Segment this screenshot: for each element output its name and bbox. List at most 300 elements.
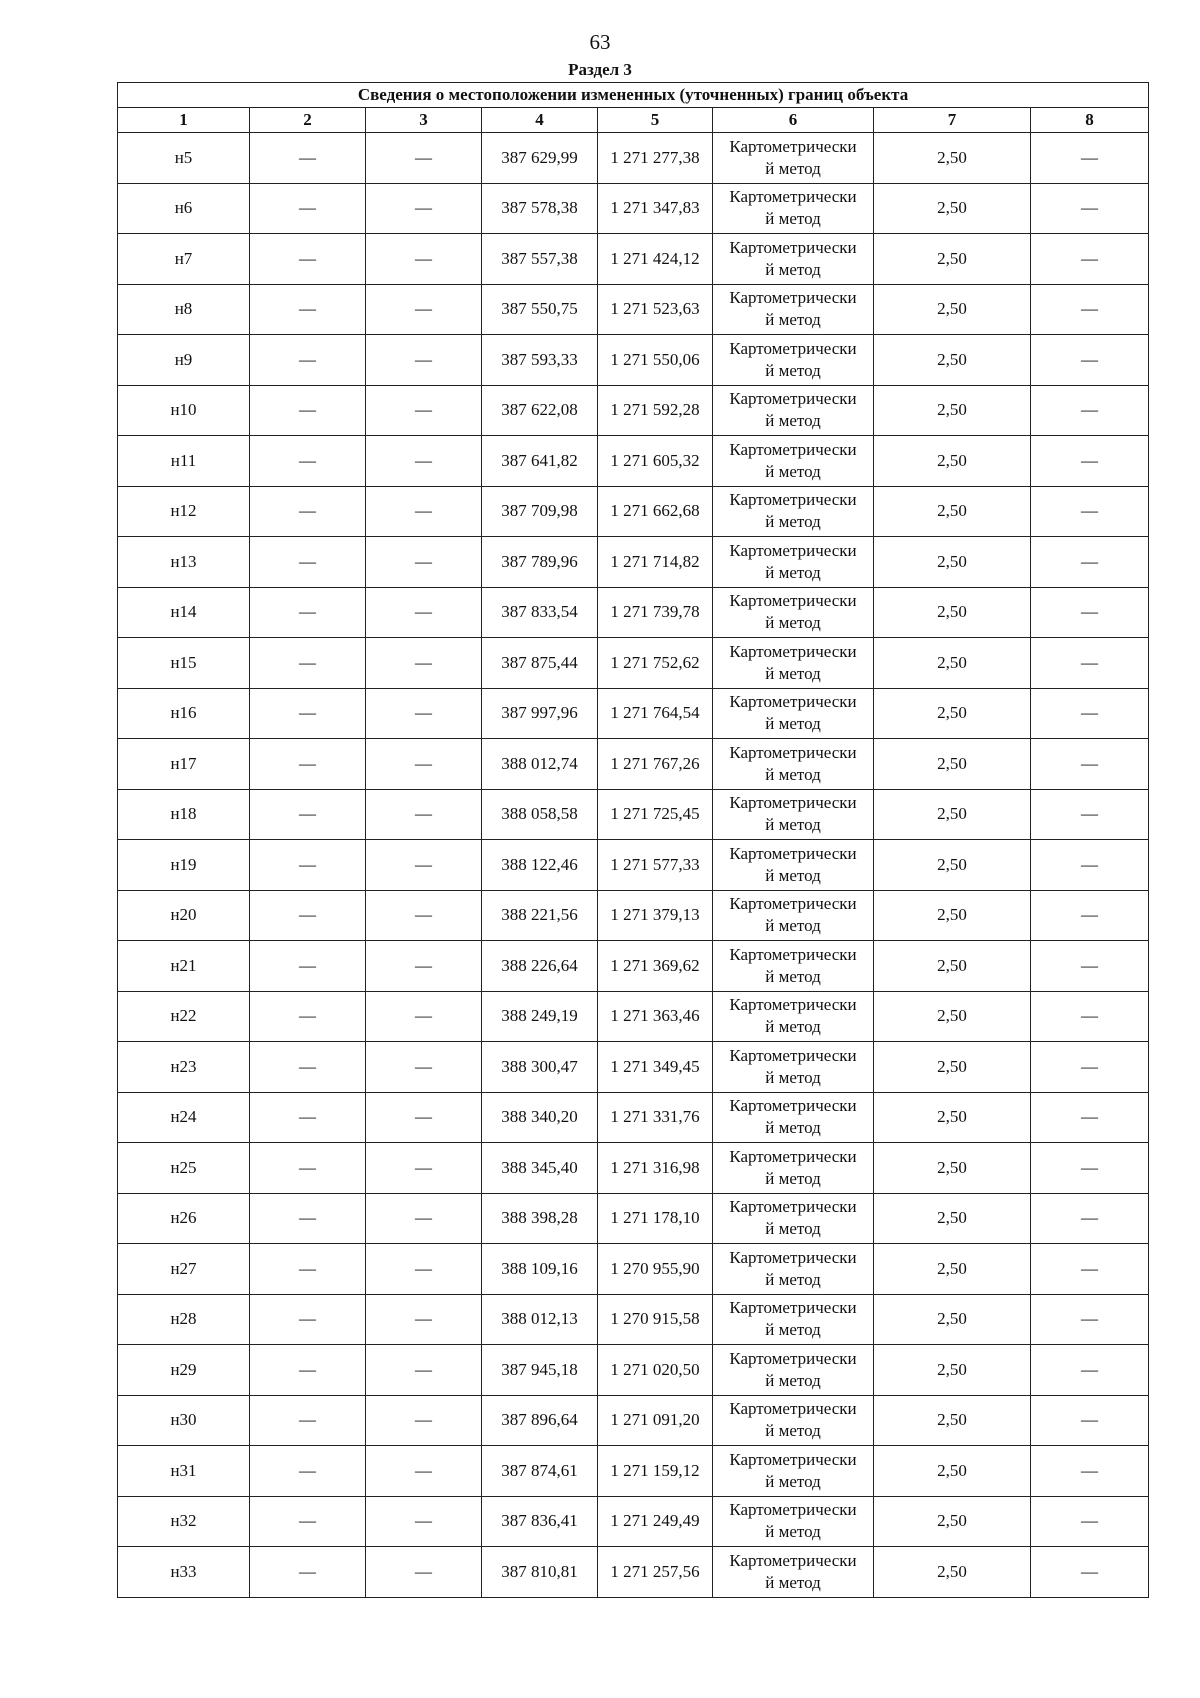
x-coordinate-cell: 387 709,98 <box>482 486 598 537</box>
empty-value-cell: — <box>366 436 482 487</box>
table-caption: Сведения о местоположении измененных (уточненных) границ объекта <box>118 83 1149 108</box>
method-cell <box>713 1345 874 1396</box>
x-coordinate-cell: 387 896,64 <box>482 1395 598 1446</box>
accuracy-cell: 2,50 <box>874 890 1031 941</box>
point-name-cell: н17 <box>118 739 250 790</box>
method-cell <box>713 1294 874 1345</box>
method-line: й метод <box>765 1471 821 1491</box>
accuracy-cell: 2,50 <box>874 1496 1031 1547</box>
empty-value-cell: — <box>366 234 482 285</box>
method-line: й метод <box>765 1421 821 1441</box>
empty-value-cell: — <box>1031 234 1149 285</box>
method-cell <box>713 284 874 335</box>
point-name-cell: н12 <box>118 486 250 537</box>
y-coordinate-cell: 1 271 752,62 <box>598 638 713 689</box>
y-coordinate-cell: 1 271 277,38 <box>598 133 713 184</box>
x-coordinate-cell: 387 810,81 <box>482 1547 598 1598</box>
method-line: Картометрически <box>729 490 857 510</box>
point-name-cell: н13 <box>118 537 250 588</box>
y-coordinate-cell: 1 270 915,58 <box>598 1294 713 1345</box>
empty-value-cell: — <box>250 941 366 992</box>
y-coordinate-cell: 1 271 347,83 <box>598 183 713 234</box>
method-line: й метод <box>765 764 821 784</box>
empty-value-cell: — <box>1031 1042 1149 1093</box>
empty-value-cell: — <box>1031 789 1149 840</box>
table-row <box>118 1345 1149 1396</box>
y-coordinate-cell: 1 271 424,12 <box>598 234 713 285</box>
empty-value-cell: — <box>1031 436 1149 487</box>
x-coordinate-cell: 388 122,46 <box>482 840 598 891</box>
method-cell <box>713 739 874 790</box>
column-header: 5 <box>598 108 713 133</box>
accuracy-cell: 2,50 <box>874 1395 1031 1446</box>
y-coordinate-cell: 1 271 159,12 <box>598 1446 713 1497</box>
y-coordinate-cell: 1 271 316,98 <box>598 1143 713 1194</box>
accuracy-cell: 2,50 <box>874 1193 1031 1244</box>
empty-value-cell: — <box>250 537 366 588</box>
empty-value-cell: — <box>250 840 366 891</box>
table-row <box>118 133 1149 184</box>
method-line: Картометрически <box>729 1348 857 1368</box>
method-cell <box>713 1496 874 1547</box>
method-cell <box>713 234 874 285</box>
method-line: Картометрически <box>729 793 857 813</box>
empty-value-cell: — <box>250 284 366 335</box>
accuracy-cell: 2,50 <box>874 1143 1031 1194</box>
empty-value-cell: — <box>250 385 366 436</box>
table-row <box>118 335 1149 386</box>
method-line: й метод <box>765 1320 821 1340</box>
empty-value-cell: — <box>250 486 366 537</box>
table-row <box>118 234 1149 285</box>
empty-value-cell: — <box>1031 1143 1149 1194</box>
empty-value-cell: — <box>250 1446 366 1497</box>
x-coordinate-cell: 387 833,54 <box>482 587 598 638</box>
x-coordinate-cell: 388 012,74 <box>482 739 598 790</box>
point-name-cell: н33 <box>118 1547 250 1598</box>
accuracy-cell: 2,50 <box>874 1244 1031 1295</box>
accuracy-cell: 2,50 <box>874 436 1031 487</box>
method-line: Картометрически <box>729 540 857 560</box>
empty-value-cell: — <box>366 1547 482 1598</box>
method-line: й метод <box>765 1219 821 1239</box>
accuracy-cell: 2,50 <box>874 1042 1031 1093</box>
point-name-cell: н24 <box>118 1092 250 1143</box>
point-name-cell: н5 <box>118 133 250 184</box>
method-cell <box>713 1042 874 1093</box>
y-coordinate-cell: 1 271 091,20 <box>598 1395 713 1446</box>
table-body <box>118 133 1149 1598</box>
method-line: й метод <box>765 1067 821 1087</box>
accuracy-cell: 2,50 <box>874 587 1031 638</box>
empty-value-cell: — <box>250 739 366 790</box>
empty-value-cell: — <box>250 587 366 638</box>
y-coordinate-cell: 1 271 767,26 <box>598 739 713 790</box>
method-line: Картометрически <box>729 1550 857 1570</box>
empty-value-cell: — <box>366 638 482 689</box>
method-line: Картометрически <box>729 1146 857 1166</box>
x-coordinate-cell: 387 836,41 <box>482 1496 598 1547</box>
empty-value-cell: — <box>366 739 482 790</box>
column-header: 1 <box>118 108 250 133</box>
empty-value-cell: — <box>250 1143 366 1194</box>
method-line: й метод <box>765 209 821 229</box>
empty-value-cell: — <box>250 234 366 285</box>
x-coordinate-cell: 387 875,44 <box>482 638 598 689</box>
point-name-cell: н32 <box>118 1496 250 1547</box>
method-line: й метод <box>765 865 821 885</box>
point-name-cell: н28 <box>118 1294 250 1345</box>
x-coordinate-cell: 387 578,38 <box>482 183 598 234</box>
method-line: Картометрически <box>729 1399 857 1419</box>
method-line: Картометрически <box>729 1500 857 1520</box>
point-name-cell: н22 <box>118 991 250 1042</box>
empty-value-cell: — <box>250 1244 366 1295</box>
method-cell <box>713 537 874 588</box>
empty-value-cell: — <box>366 840 482 891</box>
method-line: й метод <box>765 310 821 330</box>
method-cell <box>713 840 874 891</box>
point-name-cell: н19 <box>118 840 250 891</box>
empty-value-cell: — <box>366 1395 482 1446</box>
y-coordinate-cell: 1 271 257,56 <box>598 1547 713 1598</box>
method-line: й метод <box>765 714 821 734</box>
empty-value-cell: — <box>250 436 366 487</box>
method-cell <box>713 1244 874 1295</box>
method-cell <box>713 1092 874 1143</box>
method-line: Картометрически <box>729 439 857 459</box>
table-row <box>118 840 1149 891</box>
x-coordinate-cell: 388 221,56 <box>482 890 598 941</box>
empty-value-cell: — <box>366 1092 482 1143</box>
method-line: Картометрически <box>729 1298 857 1318</box>
y-coordinate-cell: 1 271 349,45 <box>598 1042 713 1093</box>
accuracy-cell: 2,50 <box>874 688 1031 739</box>
y-coordinate-cell: 1 271 739,78 <box>598 587 713 638</box>
empty-value-cell: — <box>1031 587 1149 638</box>
empty-value-cell: — <box>1031 335 1149 386</box>
method-line: й метод <box>765 1017 821 1037</box>
y-coordinate-cell: 1 271 331,76 <box>598 1092 713 1143</box>
method-line: Картометрически <box>729 944 857 964</box>
method-line: й метод <box>765 1522 821 1542</box>
method-cell <box>713 385 874 436</box>
empty-value-cell: — <box>366 941 482 992</box>
empty-value-cell: — <box>1031 688 1149 739</box>
x-coordinate-cell: 387 622,08 <box>482 385 598 436</box>
empty-value-cell: — <box>1031 1446 1149 1497</box>
accuracy-cell: 2,50 <box>874 486 1031 537</box>
empty-value-cell: — <box>1031 991 1149 1042</box>
point-name-cell: н8 <box>118 284 250 335</box>
accuracy-cell: 2,50 <box>874 840 1031 891</box>
empty-value-cell: — <box>1031 1496 1149 1547</box>
y-coordinate-cell: 1 271 662,68 <box>598 486 713 537</box>
table-row <box>118 183 1149 234</box>
table-row <box>118 688 1149 739</box>
table-row <box>118 436 1149 487</box>
method-line: Картометрически <box>729 288 857 308</box>
method-cell <box>713 133 874 184</box>
empty-value-cell: — <box>1031 1193 1149 1244</box>
empty-value-cell: — <box>250 1193 366 1244</box>
method-line: Картометрически <box>729 843 857 863</box>
point-name-cell: н18 <box>118 789 250 840</box>
point-name-cell: н29 <box>118 1345 250 1396</box>
point-name-cell: н10 <box>118 385 250 436</box>
point-name-cell: н9 <box>118 335 250 386</box>
x-coordinate-cell: 387 550,75 <box>482 284 598 335</box>
table-row <box>118 537 1149 588</box>
column-header: 3 <box>366 108 482 133</box>
empty-value-cell: — <box>366 1446 482 1497</box>
y-coordinate-cell: 1 271 020,50 <box>598 1345 713 1396</box>
method-line: Картометрически <box>729 1096 857 1116</box>
empty-value-cell: — <box>250 335 366 386</box>
x-coordinate-cell: 387 557,38 <box>482 234 598 285</box>
method-line: й метод <box>765 259 821 279</box>
empty-value-cell: — <box>1031 284 1149 335</box>
accuracy-cell: 2,50 <box>874 638 1031 689</box>
y-coordinate-cell: 1 271 369,62 <box>598 941 713 992</box>
method-cell <box>713 335 874 386</box>
method-cell <box>713 1395 874 1446</box>
accuracy-cell: 2,50 <box>874 183 1031 234</box>
table-row <box>118 1244 1149 1295</box>
method-line: Картометрически <box>729 187 857 207</box>
accuracy-cell: 2,50 <box>874 1092 1031 1143</box>
x-coordinate-cell: 388 398,28 <box>482 1193 598 1244</box>
column-header: 6 <box>713 108 874 133</box>
x-coordinate-cell: 387 641,82 <box>482 436 598 487</box>
table-row <box>118 1193 1149 1244</box>
empty-value-cell: — <box>250 638 366 689</box>
table-row <box>118 284 1149 335</box>
empty-value-cell: — <box>250 1294 366 1345</box>
method-line: Картометрически <box>729 1197 857 1217</box>
method-line: й метод <box>765 1572 821 1592</box>
accuracy-cell: 2,50 <box>874 941 1031 992</box>
empty-value-cell: — <box>366 587 482 638</box>
method-line: Картометрически <box>729 894 857 914</box>
empty-value-cell: — <box>250 1092 366 1143</box>
y-coordinate-cell: 1 271 550,06 <box>598 335 713 386</box>
accuracy-cell: 2,50 <box>874 739 1031 790</box>
x-coordinate-cell: 388 058,58 <box>482 789 598 840</box>
method-line: й метод <box>765 815 821 835</box>
x-coordinate-cell: 388 249,19 <box>482 991 598 1042</box>
empty-value-cell: — <box>1031 133 1149 184</box>
x-coordinate-cell: 388 300,47 <box>482 1042 598 1093</box>
table-row <box>118 1446 1149 1497</box>
method-line: й метод <box>765 1168 821 1188</box>
x-coordinate-cell: 387 874,61 <box>482 1446 598 1497</box>
empty-value-cell: — <box>1031 638 1149 689</box>
boundary-coordinates-table <box>117 82 1149 1598</box>
accuracy-cell: 2,50 <box>874 991 1031 1042</box>
method-line: й метод <box>765 663 821 683</box>
method-line: Картометрически <box>729 591 857 611</box>
y-coordinate-cell: 1 271 714,82 <box>598 537 713 588</box>
method-cell <box>713 890 874 941</box>
y-coordinate-cell: 1 271 523,63 <box>598 284 713 335</box>
point-name-cell: н14 <box>118 587 250 638</box>
y-coordinate-cell: 1 271 577,33 <box>598 840 713 891</box>
x-coordinate-cell: 388 109,16 <box>482 1244 598 1295</box>
x-coordinate-cell: 388 340,20 <box>482 1092 598 1143</box>
method-line: Картометрически <box>729 692 857 712</box>
x-coordinate-cell: 387 789,96 <box>482 537 598 588</box>
table-row <box>118 587 1149 638</box>
empty-value-cell: — <box>366 789 482 840</box>
table-row <box>118 1547 1149 1598</box>
method-cell <box>713 789 874 840</box>
column-header: 8 <box>1031 108 1149 133</box>
accuracy-cell: 2,50 <box>874 1294 1031 1345</box>
method-cell <box>713 941 874 992</box>
x-coordinate-cell: 388 226,64 <box>482 941 598 992</box>
method-line: й метод <box>765 1118 821 1138</box>
empty-value-cell: — <box>366 1244 482 1295</box>
accuracy-cell: 2,50 <box>874 789 1031 840</box>
table-row <box>118 890 1149 941</box>
empty-value-cell: — <box>366 335 482 386</box>
empty-value-cell: — <box>366 385 482 436</box>
empty-value-cell: — <box>1031 840 1149 891</box>
table-row <box>118 1042 1149 1093</box>
empty-value-cell: — <box>1031 941 1149 992</box>
method-cell <box>713 486 874 537</box>
method-cell <box>713 638 874 689</box>
point-name-cell: н30 <box>118 1395 250 1446</box>
point-name-cell: н21 <box>118 941 250 992</box>
method-cell <box>713 1193 874 1244</box>
table-row <box>118 385 1149 436</box>
x-coordinate-cell: 388 345,40 <box>482 1143 598 1194</box>
method-line: й метод <box>765 613 821 633</box>
empty-value-cell: — <box>366 1345 482 1396</box>
empty-value-cell: — <box>250 1496 366 1547</box>
method-line: й метод <box>765 1370 821 1390</box>
point-name-cell: н20 <box>118 890 250 941</box>
empty-value-cell: — <box>250 1547 366 1598</box>
table-row <box>118 638 1149 689</box>
empty-value-cell: — <box>366 991 482 1042</box>
method-line: Картометрически <box>729 389 857 409</box>
table-row <box>118 991 1149 1042</box>
accuracy-cell: 2,50 <box>874 284 1031 335</box>
empty-value-cell: — <box>1031 183 1149 234</box>
section-title: Раздел 3 <box>568 60 632 79</box>
empty-value-cell: — <box>250 1042 366 1093</box>
y-coordinate-cell: 1 270 955,90 <box>598 1244 713 1295</box>
x-coordinate-cell: 387 997,96 <box>482 688 598 739</box>
empty-value-cell: — <box>366 1193 482 1244</box>
empty-value-cell: — <box>1031 739 1149 790</box>
point-name-cell: н26 <box>118 1193 250 1244</box>
method-line: Картометрически <box>729 1045 857 1065</box>
point-name-cell: н11 <box>118 436 250 487</box>
method-line: й метод <box>765 158 821 178</box>
table-row <box>118 486 1149 537</box>
empty-value-cell: — <box>1031 1294 1149 1345</box>
method-cell <box>713 991 874 1042</box>
y-coordinate-cell: 1 271 764,54 <box>598 688 713 739</box>
empty-value-cell: — <box>366 133 482 184</box>
empty-value-cell: — <box>366 688 482 739</box>
method-line: й метод <box>765 1269 821 1289</box>
empty-value-cell: — <box>366 1042 482 1093</box>
point-name-cell: н25 <box>118 1143 250 1194</box>
x-coordinate-cell: 388 012,13 <box>482 1294 598 1345</box>
empty-value-cell: — <box>250 991 366 1042</box>
empty-value-cell: — <box>250 183 366 234</box>
empty-value-cell: — <box>1031 1395 1149 1446</box>
method-line: й метод <box>765 966 821 986</box>
accuracy-cell: 2,50 <box>874 385 1031 436</box>
accuracy-cell: 2,50 <box>874 1345 1031 1396</box>
method-cell <box>713 688 874 739</box>
column-header: 7 <box>874 108 1031 133</box>
table-row <box>118 789 1149 840</box>
point-name-cell: н23 <box>118 1042 250 1093</box>
method-line: Картометрически <box>729 237 857 257</box>
y-coordinate-cell: 1 271 379,13 <box>598 890 713 941</box>
empty-value-cell: — <box>250 789 366 840</box>
accuracy-cell: 2,50 <box>874 234 1031 285</box>
point-name-cell: н27 <box>118 1244 250 1295</box>
point-name-cell: н16 <box>118 688 250 739</box>
accuracy-cell: 2,50 <box>874 537 1031 588</box>
method-line: Картометрически <box>729 641 857 661</box>
empty-value-cell: — <box>1031 1345 1149 1396</box>
y-coordinate-cell: 1 271 592,28 <box>598 385 713 436</box>
empty-value-cell: — <box>250 133 366 184</box>
empty-value-cell: — <box>1031 890 1149 941</box>
table-row <box>118 1395 1149 1446</box>
point-name-cell: н6 <box>118 183 250 234</box>
empty-value-cell: — <box>366 1496 482 1547</box>
method-cell <box>713 587 874 638</box>
y-coordinate-cell: 1 271 605,32 <box>598 436 713 487</box>
empty-value-cell: — <box>366 284 482 335</box>
empty-value-cell: — <box>1031 537 1149 588</box>
table-row <box>118 1143 1149 1194</box>
empty-value-cell: — <box>366 537 482 588</box>
method-line: Картометрически <box>729 1247 857 1267</box>
empty-value-cell: — <box>1031 1244 1149 1295</box>
table-row <box>118 1496 1149 1547</box>
method-line: й метод <box>765 512 821 532</box>
point-name-cell: н7 <box>118 234 250 285</box>
empty-value-cell: — <box>366 183 482 234</box>
accuracy-cell: 2,50 <box>874 1446 1031 1497</box>
method-line: й метод <box>765 562 821 582</box>
table-row <box>118 1092 1149 1143</box>
method-cell <box>713 183 874 234</box>
empty-value-cell: — <box>1031 1547 1149 1598</box>
y-coordinate-cell: 1 271 178,10 <box>598 1193 713 1244</box>
method-line: й метод <box>765 916 821 936</box>
table-row <box>118 739 1149 790</box>
empty-value-cell: — <box>366 1143 482 1194</box>
method-line: Картометрически <box>729 136 857 156</box>
y-coordinate-cell: 1 271 363,46 <box>598 991 713 1042</box>
column-header: 4 <box>482 108 598 133</box>
x-coordinate-cell: 387 593,33 <box>482 335 598 386</box>
y-coordinate-cell: 1 271 725,45 <box>598 789 713 840</box>
table-row <box>118 941 1149 992</box>
